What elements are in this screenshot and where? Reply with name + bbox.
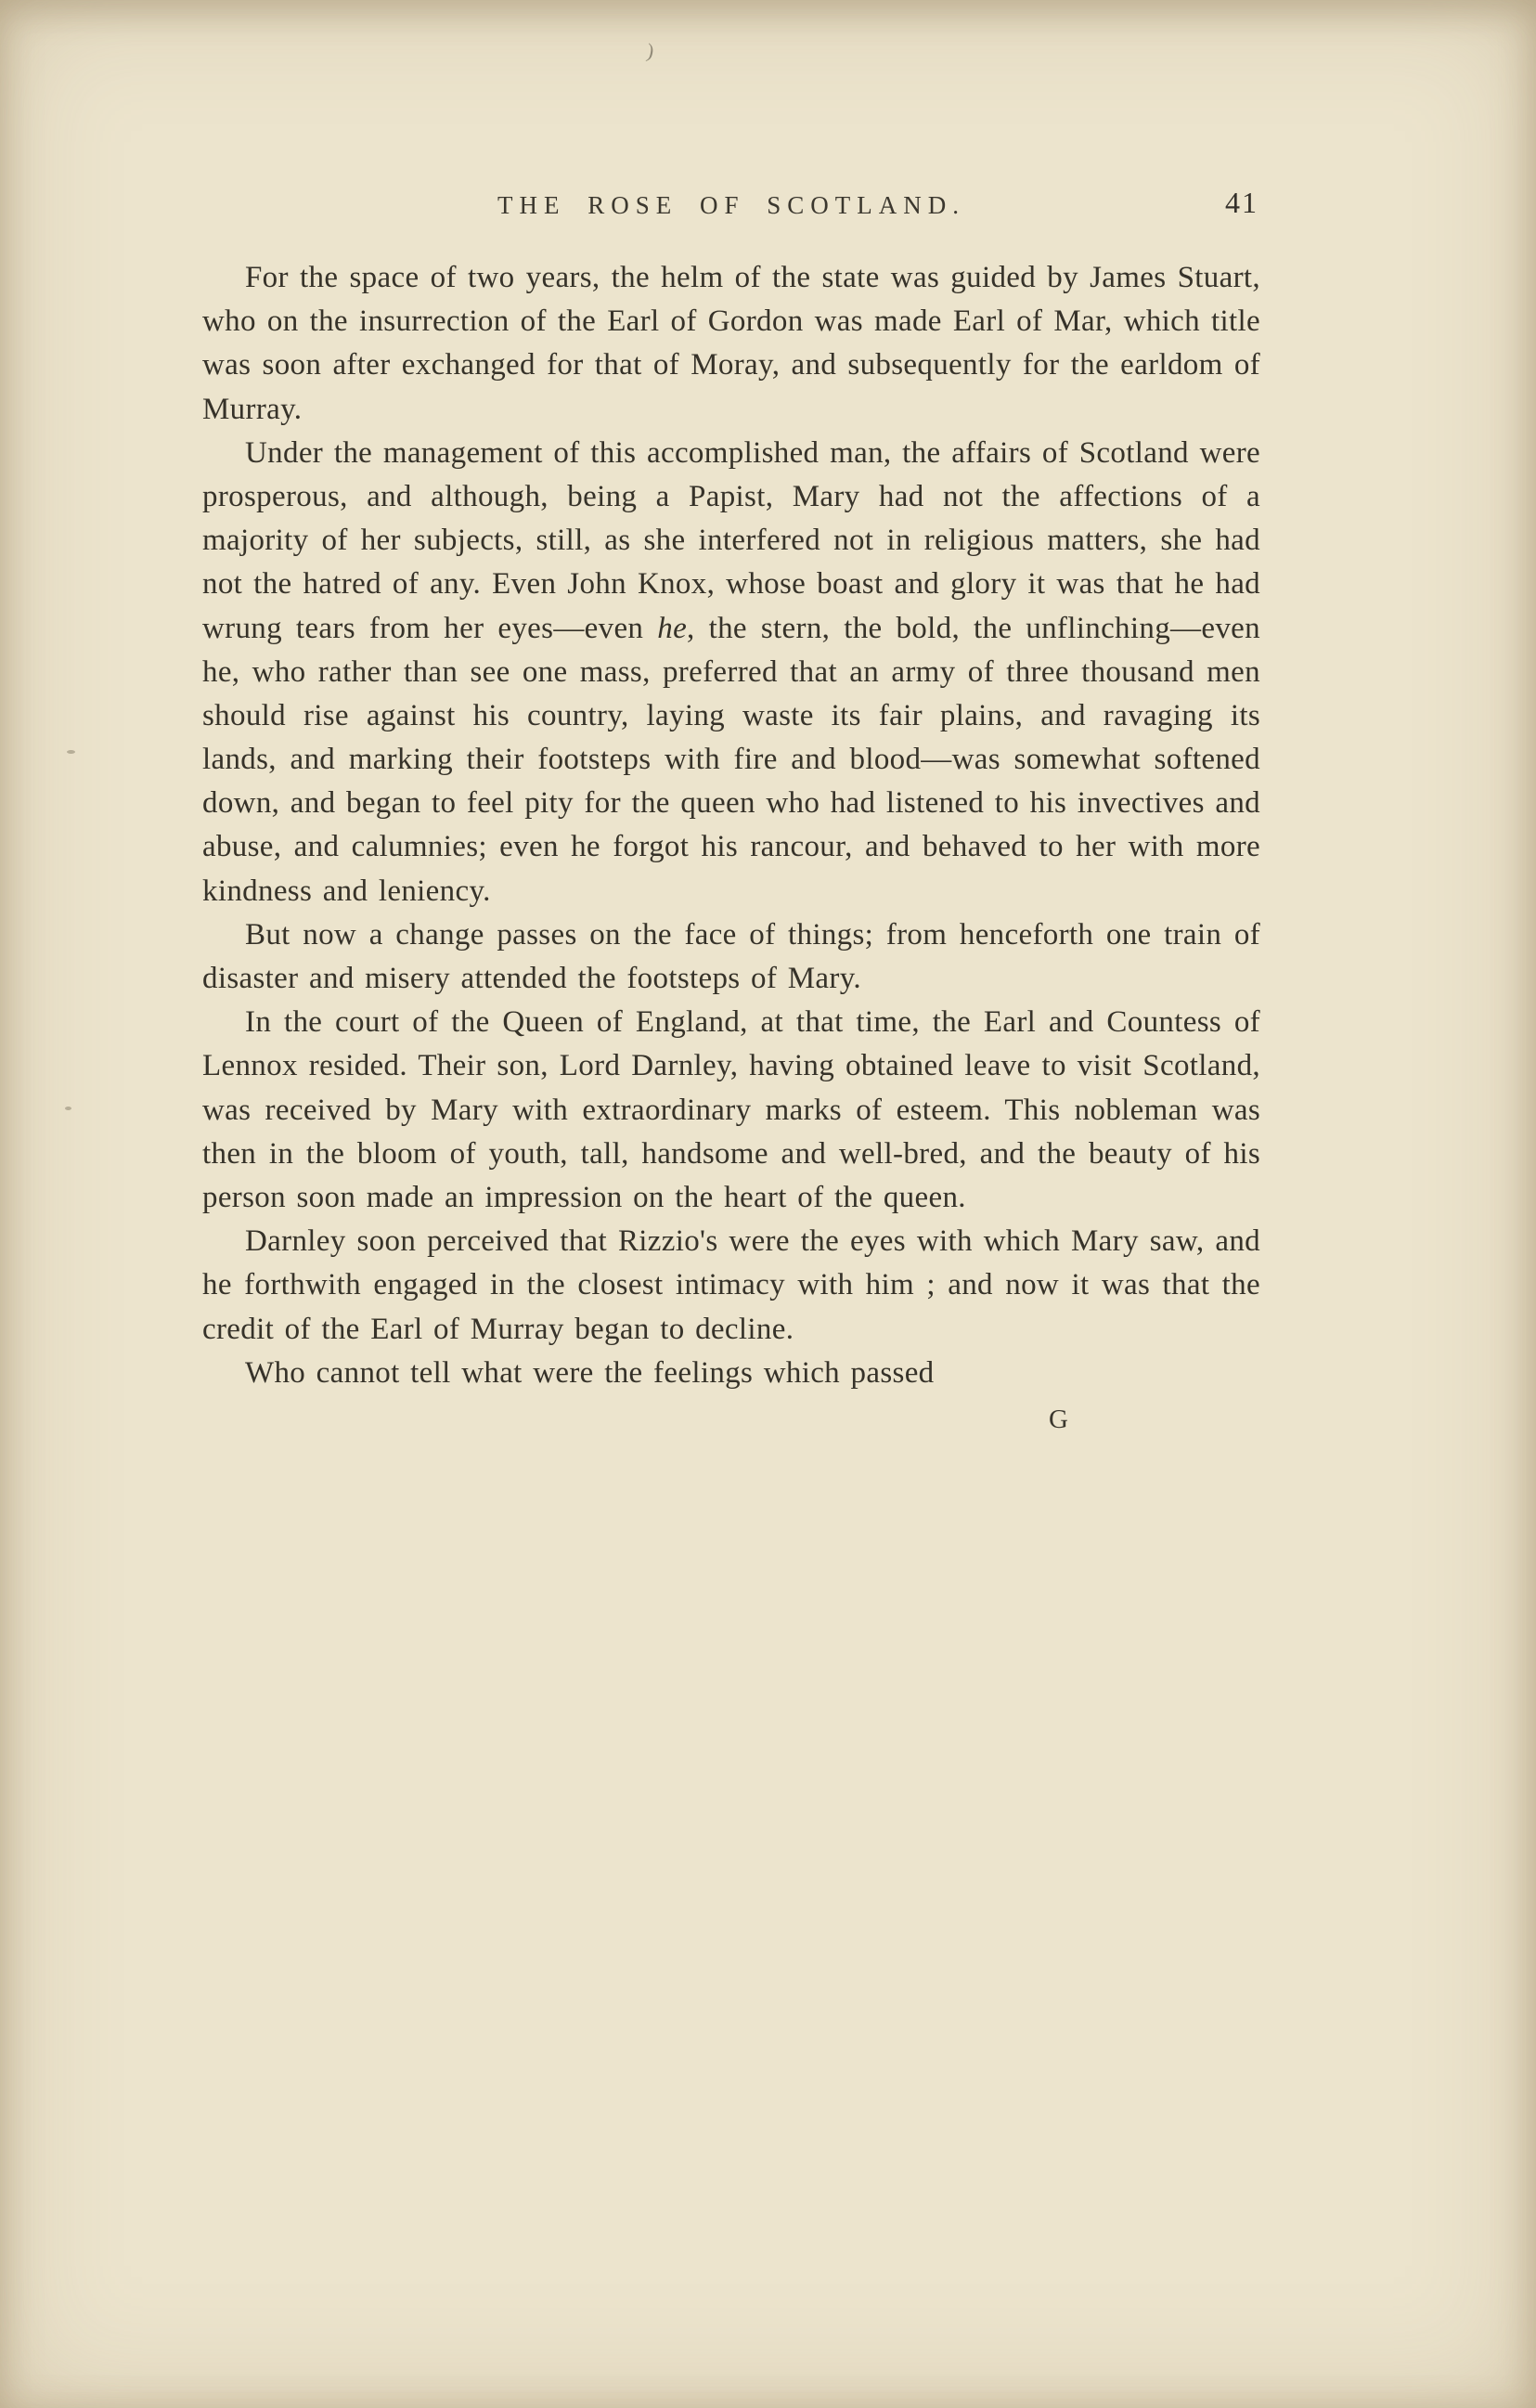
page-speck xyxy=(67,750,75,754)
page-speck xyxy=(65,1107,71,1110)
paragraph-1: For the space of two years, the helm of the state was guided by James Stuart, who on the insurrection of the Earl of Gordon was made Earl of Mar, which title was soon after exchanged for that of Moray, and subsequently for the earldom of Murray. xyxy=(202,261,1260,426)
paragraph-4: In the court of the Queen of England, at that time, the Earl and Countess of Lennox resided. Their son, Lord Darnley, having obtained leave to visit Scotland, was received by Mary with extraordinary marks of esteem. This nobleman was then in the bloom of youth, tall, handsome and well-bred, and the beauty of his person soon made an impression on the heart of the queen. xyxy=(202,1005,1260,1214)
paragraph-2 xyxy=(202,432,1260,913)
paragraph-2-text-post: , the stern, the bold, the unflinching—even he, who rather than see one mass, preferred that an army of three thousand men should rise against his country, laying waste its fair plains, and ravaging its lands, and marking their footsteps with fire and blood—was somewhat softened down, and began to feel pity for the queen who had listened to his invectives and abuse, and calumnies; even he forgot his rancour, and behaved to her with more kindness and leniency. xyxy=(202,611,1260,908)
paragraph-3: But now a change passes on the face of things; from henceforth one train of disaster and misery attended the footsteps of Mary. xyxy=(202,917,1260,995)
paragraph-2-text-pre: Under the management of this accomplished man, the affairs of Scotland were prosperous, and although, being a Papist, Mary had not the affections of a majority of her subjects, still, as she interfered not in religious matters, she had not the hatred of any. Even John Knox, whose boast and glory it was that he had wrung tears from her eyes—even xyxy=(202,435,1260,645)
text-block xyxy=(202,186,1260,1435)
running-title: THE ROSE OF SCOTLAND. xyxy=(497,191,966,219)
paragraph-6: Who cannot tell what were the feelings which passed xyxy=(245,1355,935,1390)
paragraph-5: Darnley soon perceived that Rizzio's were the eyes with which Mary saw, and he forthwith engaged in the closest intimacy with him ; and now it was that the credit of the Earl of Murray began to decline. xyxy=(202,1224,1260,1346)
page-header xyxy=(202,186,1260,232)
scan-artifact: ) xyxy=(644,38,656,63)
paragraph-2-italic-he: he xyxy=(657,611,688,645)
page-number: 41 xyxy=(1225,186,1258,219)
signature-mark: G xyxy=(1049,1404,1069,1434)
